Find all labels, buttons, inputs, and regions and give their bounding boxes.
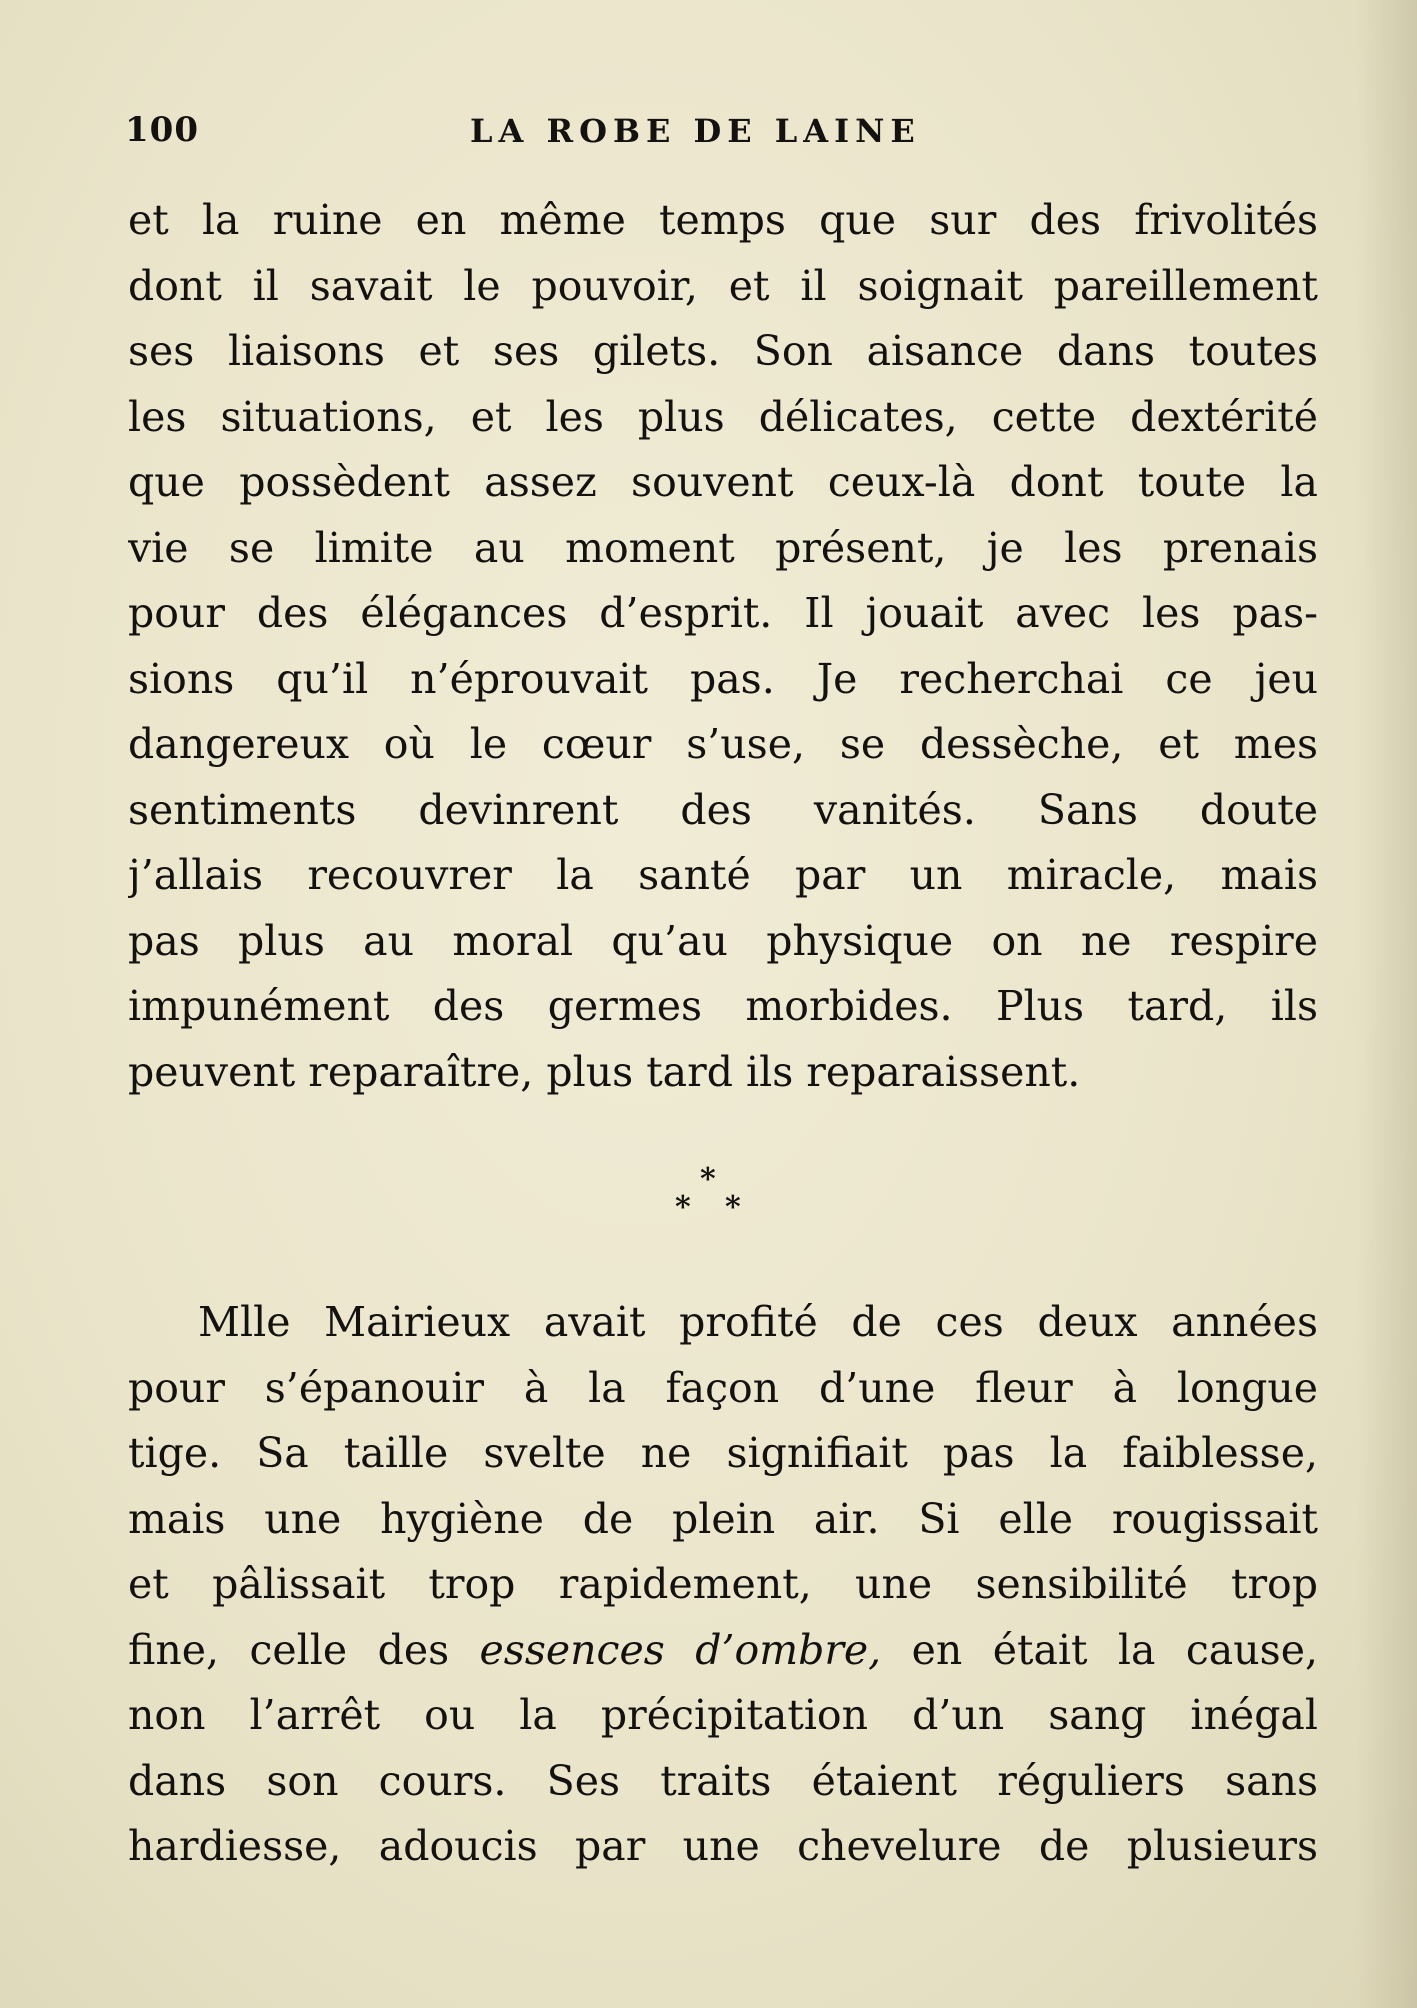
text-line: hardiesse, adoucis par une chevelure de plusieurs [128, 1822, 1318, 1870]
page-edge-shadow [1357, 0, 1417, 2008]
text-line: pas plus au moral qu’au physique on ne respire [128, 916, 1318, 965]
text-line: impunément des germes morbides. Plus tard, ils [128, 982, 1318, 1030]
asterisk-icon: * [700, 1162, 716, 1197]
italic-phrase: essences d’ombre, [479, 1625, 882, 1674]
text-line: j’allais recouvrer la santé par un miracle, mais [128, 851, 1318, 899]
text-line: vie se limite au moment présent, je les prenais [128, 523, 1318, 572]
text-line: peuvent reparaître, plus tard ils reparaissent. [128, 1047, 1081, 1096]
paragraph-new [128, 1290, 1318, 1880]
text-line: et la ruine en même temps que sur des frivolités [128, 196, 1318, 244]
text-line: sentiments devinrent des vanités. Sans doute [128, 785, 1318, 834]
text-line: que possèdent assez souvent ceux-là dont toute la [128, 458, 1318, 506]
text-line-with-italic [128, 1618, 1318, 1684]
text-fragment: en était la cause, [881, 1625, 1318, 1674]
paragraph-continued [128, 188, 1318, 1105]
text-line: Mlle Mairieux avait profité de ces deux années [198, 1298, 1318, 1346]
text-line: tige. Sa taille svelte ne signifiait pas la faiblesse, [128, 1429, 1318, 1477]
running-head [125, 110, 1325, 160]
text-line: dont il savait le pouvoir, et il soignait pareillement [128, 261, 1318, 310]
text-line: les situations, et les plus délicates, cette dextérité [128, 392, 1318, 441]
asterisk-icon: * [725, 1190, 741, 1225]
text-line: ses liaisons et ses gilets. Son aisance dans toutes [128, 327, 1318, 375]
text-line: non l’arrêt ou la précipitation d’un sang inégal [128, 1691, 1318, 1739]
text-line: pour des élégances d’esprit. Il jouait avec les pas- [128, 589, 1318, 637]
text-line: sions qu’il n’éprouvait pas. Je recherchai ce jeu [128, 654, 1318, 703]
text-line: et pâlissait trop rapidement, une sensibilité trop [128, 1560, 1318, 1608]
asterism-separator [670, 1162, 750, 1235]
text-line: dangereux où le cœur s’use, se dessèche, et mes [128, 720, 1318, 768]
page-number: 100 [125, 110, 199, 150]
text-line: pour s’épanouir à la façon d’une fleur à longue [128, 1363, 1318, 1412]
asterisk-icon: * [675, 1190, 691, 1225]
text-fragment: fine, celle des [128, 1625, 480, 1674]
text-line: dans son cours. Ses traits étaient réguliers sans [128, 1756, 1318, 1805]
text-line: mais une hygiène de plein air. Si elle rougissait [128, 1494, 1318, 1543]
running-title: LA ROBE DE LAINE [470, 112, 921, 150]
